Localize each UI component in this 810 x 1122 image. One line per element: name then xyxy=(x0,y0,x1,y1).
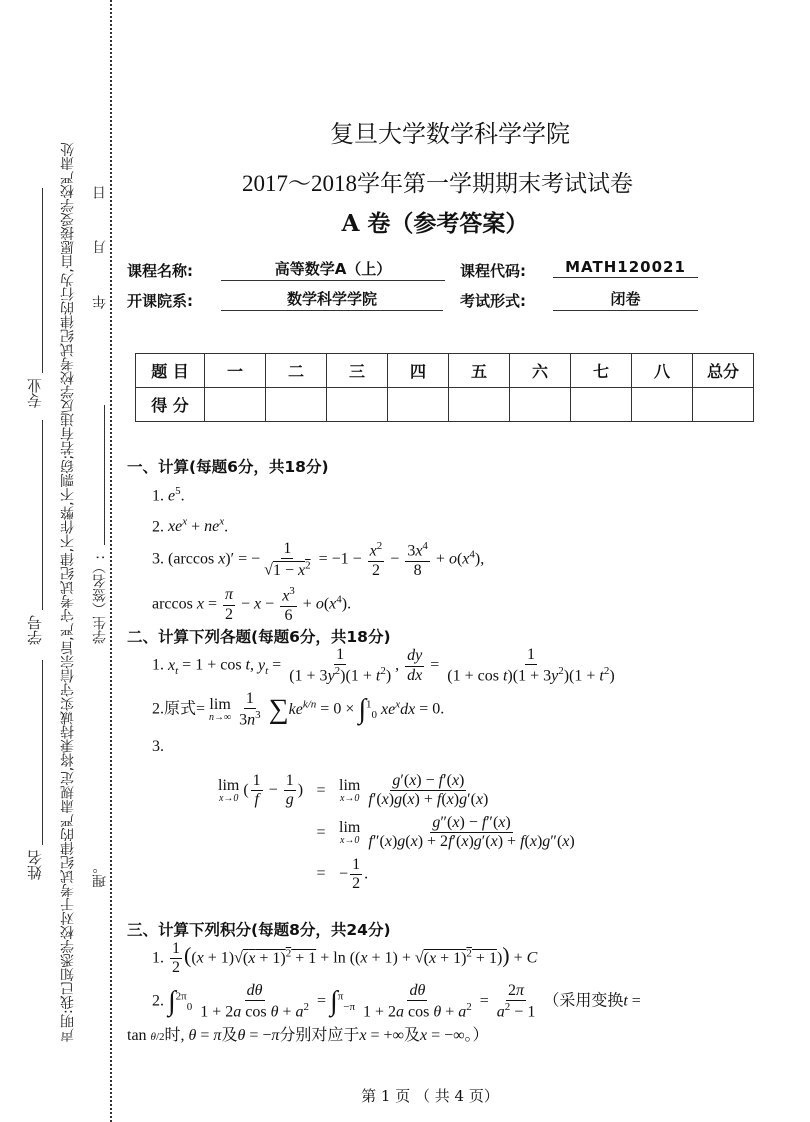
score-cell-2[interactable] xyxy=(266,388,327,422)
s1-answer-1: 1. $e^5$. xyxy=(152,485,185,505)
score-cell-total[interactable] xyxy=(693,388,754,422)
score-table-header-row xyxy=(136,354,754,388)
honesty-declaration: 声明:我已知悉学校对于考试纪律的严肃规定,将秉持诚实守信宗旨,严守考试纪律,不作弊,不剽窃;若有违反学校考试纪律的行为,自愿接受学校严肃处 xyxy=(60,142,76,1042)
note-text: 。） xyxy=(464,1027,489,1044)
header-cell-1: 一 xyxy=(205,354,266,388)
score-cell-1[interactable] xyxy=(205,388,266,422)
name-field[interactable] xyxy=(42,660,43,845)
student-signature-label: 学生（签名）: xyxy=(92,555,108,644)
note-text: 分别对应于 xyxy=(279,1027,360,1044)
score-cell-5[interactable] xyxy=(449,388,510,422)
exam-form-value: 闭卷 xyxy=(553,288,698,311)
course-code-label: 课程代码: xyxy=(460,262,526,280)
header-cell-3: 三 xyxy=(327,354,388,388)
student-id-field[interactable] xyxy=(42,420,43,610)
section-1-title: 一、计算(每题6分，共18分) xyxy=(127,458,329,476)
header-cell-7: 七 xyxy=(571,354,632,388)
s2-answer-2: 2.原式= lim n→∞ $\frac{1}{3n^3}$ $\sum ke^{k/n} = 0 \times \int^1_0$ $xe^xdx = 0$. xyxy=(152,690,445,729)
s3-answer-2: 2. ∫$^{2\pi}_0$ $\frac{d\theta}{1 + 2a \cos \theta + a^2}$ = ∫$^\pi_{-\pi}$ $\frac{d\theta}{1 + 2a \cos \theta + a^2}$ = $\frac{2\pi}{a^2 - 1}$ （采用变换t = xyxy=(152,982,641,1021)
course-code-value: MATH120021 xyxy=(553,258,698,278)
s3-answer-1: 1. $\frac{1}{2}$ $((x + 1)√(x + 1)^2 + 1 + \ln ((x + 1) + √(x + 1)^2 + 1)) + C$ xyxy=(152,940,538,977)
question-number: 3. xyxy=(152,550,164,568)
university-title: 复旦大学数学科学学院 xyxy=(330,120,570,148)
s2-answer-3-derivation: lim x→0 ( $\frac{1}{f}$ − $\frac{1}{g}$ ) = lim x→0 $\frac{g'(x) - f'(x)}{f'(x)g(x) + f(x)g'(x)}$ = lim x→0 $\frac{g''(x) - f''(x)}{f''(x)g(x) + 2f'(x)g'(x) + f(x)g''(x)}$ = − $\frac{1}{2}$ . xyxy=(218,772,575,892)
s1-answer-2: 2. $xe^x + ne^x$. xyxy=(152,516,229,536)
score-row-label: 得 分 xyxy=(136,388,205,422)
name-label: 姓名 xyxy=(26,850,44,880)
score-table xyxy=(135,353,754,422)
header-cell-5: 五 xyxy=(449,354,510,388)
question-number: 1. xyxy=(152,656,164,674)
paper-title: A 卷（参考答案） xyxy=(341,210,529,237)
department-value: 数学科学学院 xyxy=(221,288,443,311)
substitution-note: （采用变换 xyxy=(543,992,624,1010)
s1-answer-3: 3. (arccos x)′ = − $\frac{1}{√1 - x^2}$ = −1 − $\frac{x^2}{2}$ − $\frac{3x^4}{8}$ + $o(x^4)$, xyxy=(152,540,485,579)
date-month-label: 月 xyxy=(92,240,108,254)
term-title: 2017～2018学年第一学期期末考试试卷 xyxy=(242,171,633,196)
score-cell-3[interactable] xyxy=(327,388,388,422)
score-cell-8[interactable] xyxy=(632,388,693,422)
course-name-label: 课程名称: xyxy=(127,262,193,280)
s2-answer-1: 1. $x_t = 1 + \cos t$, $y_t$ = $\frac{1}{(1 + 3y^2)(1 + t^2)}$ , $\frac{dy}{dx}$ = $\frac{1}{(1 + \cos t)(1 + 3y^2)(1 + t^2)}$ xyxy=(152,646,615,685)
student-id-label: 学号 xyxy=(26,615,44,645)
s3-answer-2-note: tan θ/2时, θ = π及θ = −π分别对应于x = +∞及x = −∞。） xyxy=(127,1027,489,1044)
question-number: 2. xyxy=(152,992,164,1010)
note-text: 时, xyxy=(164,1027,185,1044)
section-2-title: 二、计算下列各题(每题6分，共18分) xyxy=(127,628,391,646)
page-number: 第 1 页 （ 共 4 页） xyxy=(361,1087,499,1105)
date-day-label: 日 xyxy=(92,186,108,200)
student-signature-field[interactable] xyxy=(104,405,105,545)
score-table-score-row xyxy=(136,388,754,422)
major-label: 专业 xyxy=(26,378,44,408)
question-number: 2. xyxy=(152,518,164,536)
s1-answer-3-cont: arccos x = $\frac{\pi}{2}$ − x − $\frac{x^3}{6}$ + $o(x^4)$. xyxy=(152,585,352,624)
question-number: 1. xyxy=(152,487,164,505)
header-cell-total: 总分 xyxy=(693,354,754,388)
exam-form-label: 考试形式: xyxy=(460,292,526,310)
header-cell-2: 二 xyxy=(266,354,327,388)
department-label: 开课院系: xyxy=(127,292,193,310)
score-cell-7[interactable] xyxy=(571,388,632,422)
date-year-label: 年 xyxy=(92,295,108,309)
score-cell-6[interactable] xyxy=(510,388,571,422)
header-cell-8: 八 xyxy=(632,354,693,388)
honesty-declaration-end: 理。 xyxy=(92,860,108,888)
question-number: 2.原式= xyxy=(152,700,206,718)
course-name-value: 高等数学A（上） xyxy=(221,258,445,281)
score-cell-4[interactable] xyxy=(388,388,449,422)
header-cell-item: 题 目 xyxy=(136,354,205,388)
section-3-title: 三、计算下列积分(每题8分，共24分) xyxy=(127,921,391,939)
s2-answer-3: 3. xyxy=(152,738,164,755)
header-cell-4: 四 xyxy=(388,354,449,388)
header-cell-6: 六 xyxy=(510,354,571,388)
question-number: 1. xyxy=(152,949,164,967)
